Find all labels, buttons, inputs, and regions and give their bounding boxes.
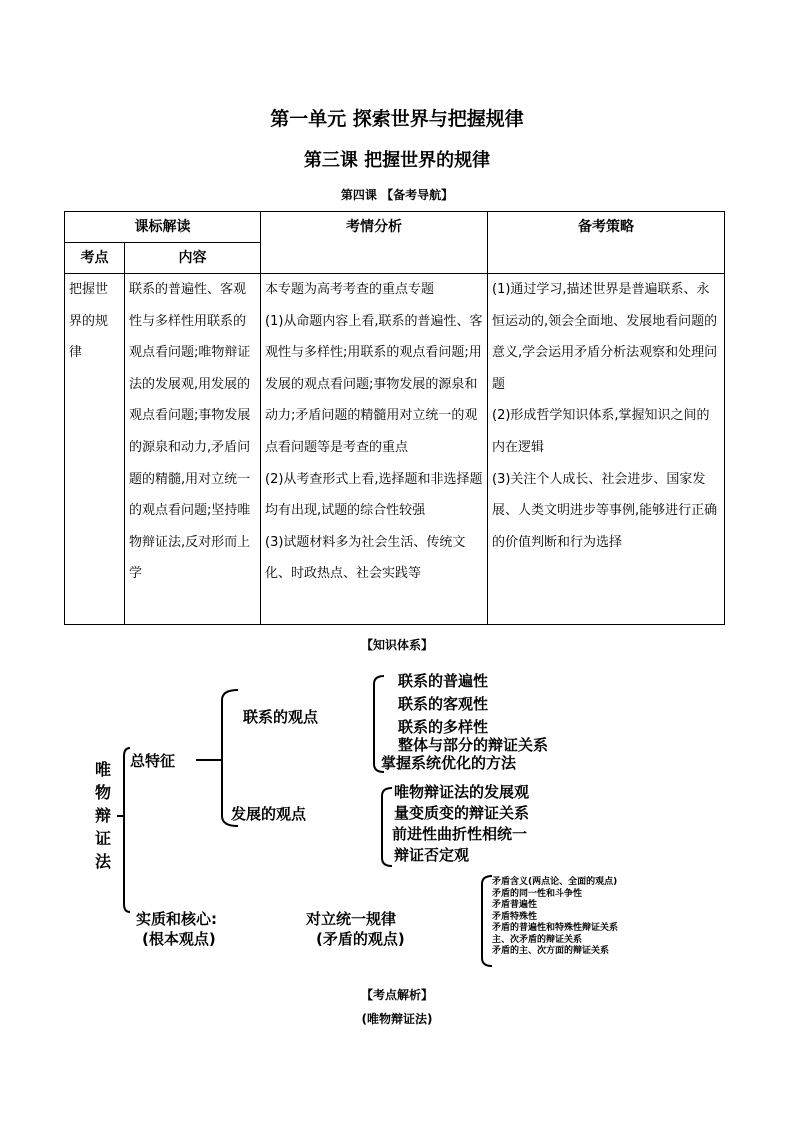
knowledge-system-label: 【知识体系】 [360, 638, 433, 652]
mindmap-essence-sub: (根本观点) [142, 930, 216, 948]
development-item: 唯物辩证法的发展观 [394, 783, 530, 801]
strategy-line: (1)通过学习,描述世界是普遍联系、永恒运动的,领会全面地、发展地看问题的意义,学会运用矛盾分析法观察和处理问题 [492, 282, 718, 392]
mindmap-root: 唯物辩证法 [95, 760, 112, 871]
strategy-line: (3)关注个人成长、社会进步、国家发展、人类文明进步等事例,能够进行正确的价值判断和行为选择 [492, 471, 718, 550]
mindmap-law: 对立统一规律 [306, 910, 397, 928]
law-item: 矛盾的主、次方面的辩证关系 [492, 946, 610, 956]
analysis-line: (2)从考查形式上看,选择题和非选择题均有出现,试题的综合性较强 [265, 471, 483, 519]
nav-heading: 第四课 【备考导航】 [340, 188, 454, 202]
law-item: 矛盾普遍性 [492, 900, 538, 910]
law-item-list [492, 877, 618, 958]
development-item: 辩证否定观 [394, 846, 470, 864]
mindmap-connection: 联系的观点 [243, 708, 319, 726]
header-point: 考点 [65, 243, 125, 274]
unit-title: 第一单元 探索世界与把握规律 [270, 108, 524, 130]
mindmap-development: 发展的观点 [231, 805, 307, 823]
development-bracket [382, 788, 392, 866]
topic-label: (唯物辩证法) [361, 1012, 433, 1026]
law-item: 矛盾的同一性和斗争性 [492, 888, 583, 899]
development-item: 量变质变的辩证关系 [394, 804, 530, 822]
analysis-line: 本专题为高考考查的重点专题 [265, 282, 435, 297]
point-text: 把握世界的规律 [69, 282, 109, 361]
mindmap-general: 总特征 [130, 752, 176, 770]
root-bracket [124, 748, 130, 912]
lesson-title: 第三课 把握世界的规律 [303, 150, 491, 171]
analysis-line: (1)从命题内容上看,联系的普遍性、客观性与多样性;用联系的观点看问题;用发展的观点看问题;事物发展的源泉和动力;矛盾问题的精髓用对立统一的观点看问题等是考查的重点 [265, 313, 483, 455]
connection-item: 联系的客观性 [398, 695, 489, 713]
law-item: 主、次矛盾的辩证关系 [492, 934, 583, 945]
law-item: 矛盾的普遍性和特殊性辩证关系 [492, 923, 619, 933]
development-item: 前进性曲折性相统一 [392, 825, 528, 843]
connection-item: 整体与部分的辩证关系 [398, 736, 549, 754]
mindmap-essence: 实质和核心: [136, 910, 217, 928]
connection-item: 掌握系统优化的方法 [381, 754, 517, 772]
header-analysis: 考情分析 [261, 212, 488, 274]
law-item: 矛盾特殊性 [492, 911, 538, 922]
law-item: 矛盾含义(两点论、全面的观点) [492, 877, 618, 887]
law-bracket [482, 876, 492, 966]
header-strategy: 备考策略 [488, 212, 725, 274]
connection-item: 联系的多样性 [398, 718, 489, 736]
header-content: 内容 [125, 243, 261, 274]
mindmap-law-sub: (矛盾的观点) [316, 930, 405, 948]
analysis-label: 【考点解析】 [360, 988, 433, 1002]
content-text: 联系的普遍性、客观性与多样性用联系的观点看问题;唯物辩证法的发展观,用发展的观点看问题;事物发展的源泉和动力,矛盾问题的精髓,用对立统一的观点看问题;坚持唯物辩证法,反对形而上学 [129, 282, 251, 582]
header-standard: 课标解读 [65, 212, 261, 243]
analysis-line: (3)试题材料多为社会生活、传统文化、时政热点、社会实践等 [265, 534, 466, 582]
connection-item: 联系的普遍性 [398, 672, 489, 690]
strategy-line: (2)形成哲学知识体系,掌握知识之间的内在逻辑 [492, 408, 710, 455]
